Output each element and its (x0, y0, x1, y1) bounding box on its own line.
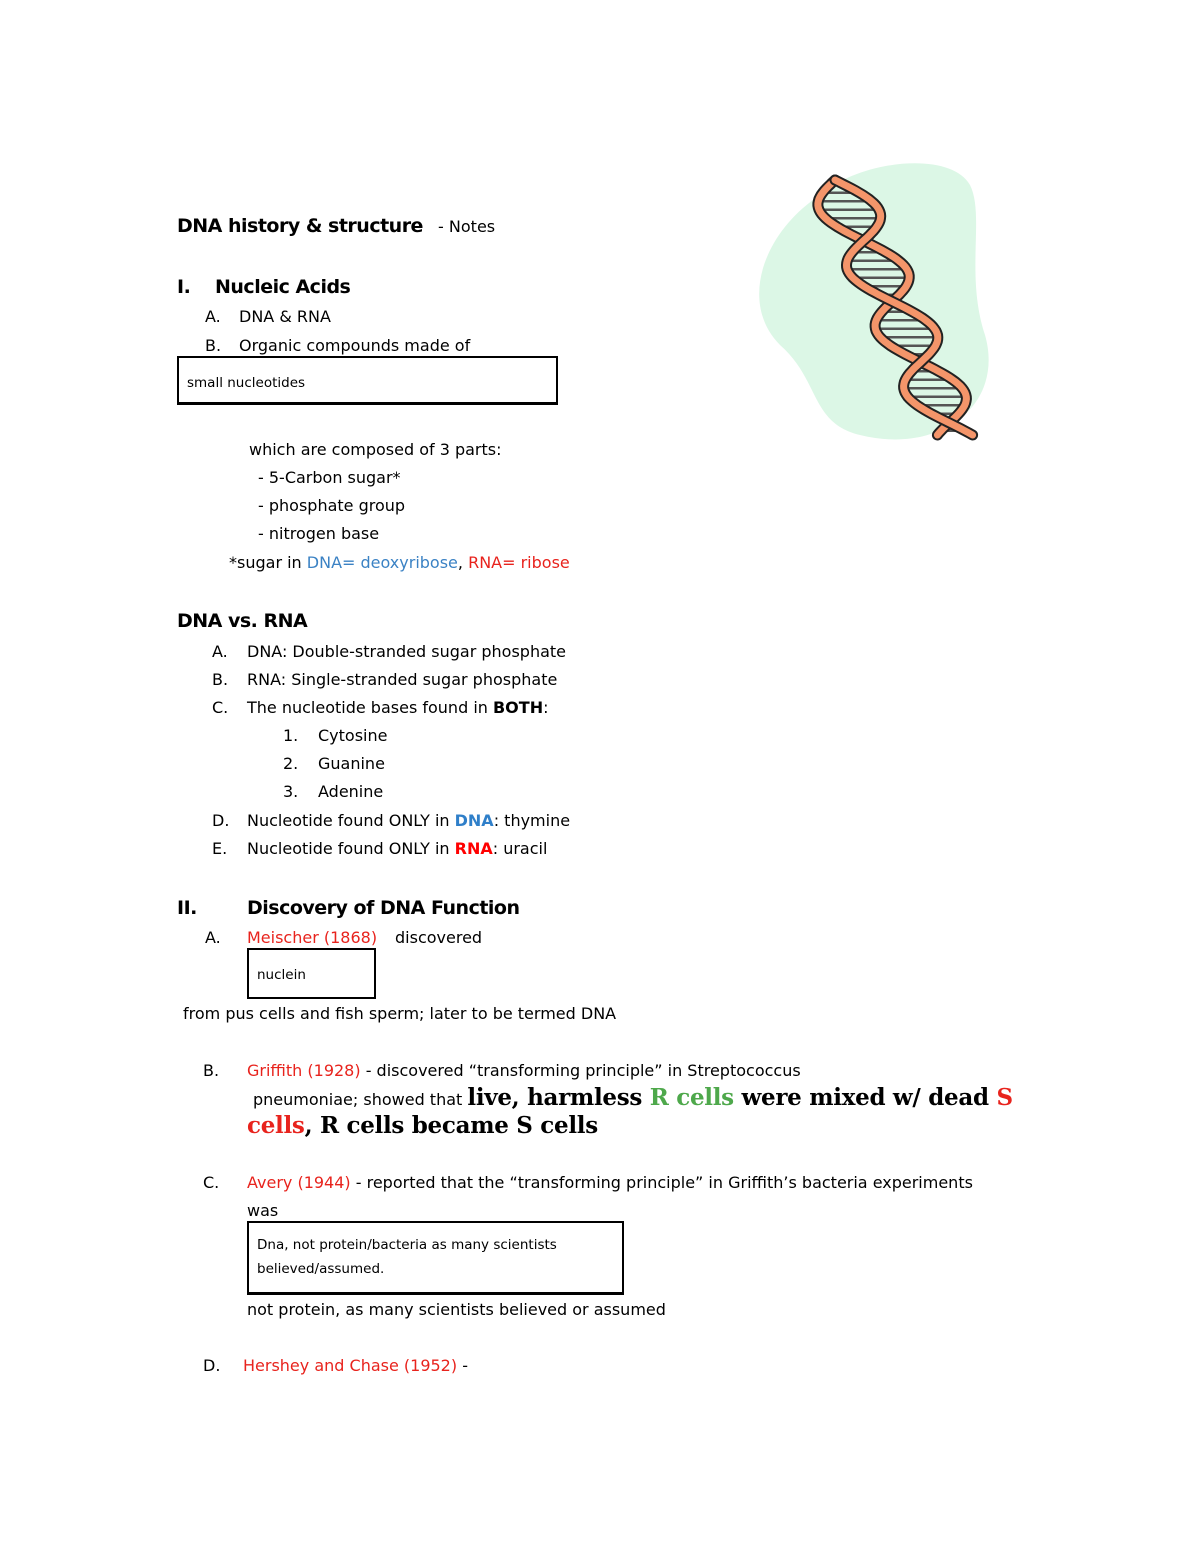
item-text (247, 698, 548, 718)
s-red: S (996, 1084, 1013, 1111)
base-name: Adenine (318, 782, 384, 801)
item-letter: E. (212, 839, 228, 858)
scientist-griffith: Griffith (1928) (247, 1061, 361, 1080)
base-name: Guanine (318, 754, 385, 773)
section-2-number: II. (177, 897, 197, 919)
both-colon: : (543, 698, 549, 717)
base-name: Cytosine (318, 726, 388, 745)
both-text: The nucleotide bases found in (247, 698, 493, 717)
answer-text: nuclein (257, 967, 306, 983)
item-letter: B. (212, 670, 229, 689)
part-1: - 5-Carbon sugar* (258, 468, 401, 487)
base-number: 1. (283, 726, 299, 745)
pneumoniae-text: pneumoniae; showed that (253, 1090, 463, 1109)
sugar-prefix: *sugar in (229, 553, 307, 572)
avery-text: - reported that the “transforming principle” in Griffith’s bacteria experiments (355, 1173, 973, 1192)
cells-red: cells (247, 1112, 305, 1139)
answer-text: Dna, not protein/bacteria as many scientists (257, 1237, 557, 1253)
item-letter: C. (212, 698, 229, 717)
only-rna: RNA (454, 839, 493, 858)
scientist-hershey-chase: Hershey and Chase (1952) (243, 1356, 458, 1375)
big-text: , R cells became S cells (304, 1112, 598, 1139)
only-text: Nucleotide found ONLY in (247, 811, 455, 830)
part-3: - nitrogen base (258, 524, 380, 543)
big-text: were mixed w/ dead (733, 1084, 997, 1111)
scientist-avery: Avery (1944) (247, 1173, 351, 1192)
sugar-note (229, 553, 570, 573)
item-letter: D. (203, 1356, 221, 1375)
item-letter: A. (205, 307, 221, 326)
base-number: 2. (283, 754, 299, 773)
only-text: Nucleotide found ONLY in (247, 839, 455, 858)
sugar-rna: RNA= ribose (468, 553, 570, 572)
answer-box-nuclein[interactable] (247, 948, 376, 999)
was-text: was (247, 1201, 279, 1220)
griffith-line-3 (247, 1114, 598, 1140)
composed-text: which are composed of 3 parts: (249, 440, 502, 459)
only-dna: DNA (454, 811, 494, 830)
item-text: DNA & RNA (239, 307, 331, 326)
item-letter: B. (205, 336, 222, 355)
not-protein-text: not protein, as many scientists believed or assumed (247, 1300, 666, 1319)
answer-box-nucleotides[interactable] (177, 356, 558, 405)
dna-vs-rna-heading: DNA vs. RNA (177, 610, 308, 632)
answer-box-avery[interactable] (247, 1221, 624, 1295)
answer-text: small nucleotides (187, 375, 306, 391)
section-1-number: I. (177, 276, 191, 298)
sugar-comma: , (457, 553, 463, 572)
item-text: Organic compounds made of (239, 336, 471, 355)
thymine-text: : thymine (493, 811, 571, 830)
item-text (247, 839, 547, 859)
item-letter: A. (205, 928, 221, 947)
big-text: live, harmless (467, 1084, 650, 1111)
item-letter: C. (203, 1173, 220, 1192)
item-text: DNA: Double-stranded sugar phosphate (247, 642, 567, 661)
uracil-text: : uracil (492, 839, 548, 858)
griffith-line-2 (253, 1086, 1013, 1112)
sugar-dna: DNA= deoxyribose (306, 553, 458, 572)
item-text (243, 1356, 468, 1376)
item-text: discovered (395, 928, 483, 947)
section-2-heading: Discovery of DNA Function (247, 897, 520, 919)
page-title: DNA history & structure (177, 215, 423, 237)
page-subtitle: - Notes (438, 217, 496, 236)
section-1-heading: Nucleic Acids (215, 276, 351, 298)
item-text: RNA: Single-stranded sugar phosphate (247, 670, 558, 689)
item-text (247, 1173, 973, 1193)
item-letter: B. (203, 1061, 220, 1080)
dash: - (462, 1356, 468, 1375)
item-text (247, 1061, 801, 1081)
item-text (247, 811, 570, 831)
from-text: from pus cells and fish sperm; later to be termed DNA (183, 1004, 617, 1023)
both-emphasis: BOTH (492, 698, 544, 717)
r-cells-green: R cells (649, 1084, 734, 1111)
item-letter: D. (212, 811, 230, 830)
griffith-text: - discovered “transforming principle” in Streptococcus (365, 1061, 801, 1080)
dna-helix-illustration (750, 155, 1000, 445)
base-number: 3. (283, 782, 299, 801)
item-letter: A. (212, 642, 228, 661)
part-2: - phosphate group (258, 496, 406, 515)
scientist-meischer: Meischer (1868) (247, 928, 378, 947)
answer-text: believed/assumed. (257, 1261, 385, 1277)
